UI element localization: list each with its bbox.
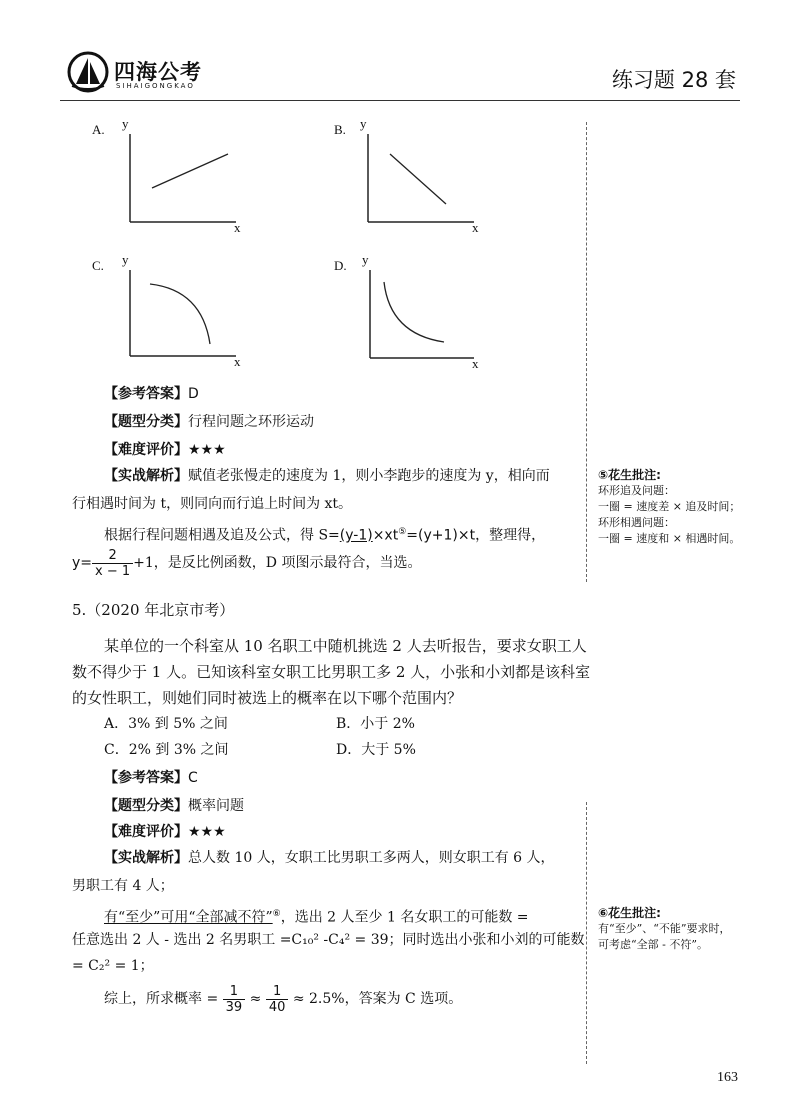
formula-rest: =(y+1)×t，整理得， bbox=[406, 527, 546, 544]
option-label: B. bbox=[334, 122, 346, 137]
analysis-label: 【实战解析】 bbox=[104, 850, 188, 866]
q5-stem-line-3: 的女性职工，则她们同时被选上的概率在以下哪个范围内？ bbox=[72, 689, 463, 707]
analysis-text: ，选出 2 人至少 1 名女职工的可能数 = bbox=[280, 909, 529, 926]
q5-stem-line-1: 某单位的一个科室从 10 名职工中随机挑选 2 人去听报告，要求女职工人 bbox=[104, 637, 587, 655]
type-value: 概率问题 bbox=[188, 798, 244, 814]
equation-y: y= bbox=[72, 555, 93, 571]
q5-heading: 5.（2020 年北京市考） bbox=[72, 601, 235, 619]
formula-mid: ×xt bbox=[372, 527, 399, 544]
graph-a bbox=[92, 118, 252, 238]
note-title: ⑤花生批注: bbox=[598, 468, 661, 482]
note-line: 环形相遇问题： bbox=[598, 516, 675, 529]
note-line: 环形追及问题： bbox=[598, 484, 675, 497]
q4-analysis-line-1 bbox=[104, 466, 550, 486]
note-title: ⑥花生批注: bbox=[598, 906, 661, 920]
q5-answer bbox=[104, 768, 198, 788]
q5-analysis-line-4: 任意选出 2 人 - 选出 2 名男职工 =C₁₀² -C₄² = 39；同时选出小张和小刘的可能数 bbox=[72, 932, 585, 948]
analysis-text: 总人数 10 人，女职工比男职工多两人，则女职工有 6 人， bbox=[188, 850, 555, 866]
answer-label: 【参考答案】 bbox=[104, 386, 188, 402]
probability-result: ≈ 2.5%，答案为 C 选项。 bbox=[292, 991, 463, 1007]
q5-type bbox=[104, 796, 244, 816]
answer-value: C bbox=[188, 770, 198, 786]
graph-c bbox=[92, 254, 252, 374]
difficulty-stars: ★★★ bbox=[188, 442, 226, 458]
option-label: D. bbox=[334, 258, 347, 273]
margin-rule bbox=[586, 122, 587, 582]
footnote-marker: ⑥ bbox=[272, 909, 281, 919]
graph-d bbox=[334, 254, 494, 374]
graph-c-plot bbox=[92, 254, 252, 374]
type-label: 【题型分类】 bbox=[104, 414, 188, 430]
x-axis-label: x bbox=[472, 356, 479, 371]
sailboat-logo-icon bbox=[66, 50, 110, 94]
graph-b-plot bbox=[334, 118, 494, 238]
analysis-label: 【实战解析】 bbox=[104, 468, 188, 484]
q5-stem-line-2: 数不得少于 1 人。已知该科室女职工比男职工多 2 人，小张和小刘都是该科室 bbox=[72, 663, 591, 681]
q5-option-c: C．2% 到 3% 之间 bbox=[104, 742, 229, 758]
answer-value: D bbox=[188, 386, 199, 402]
note-line: 有“至少”、“不能”要求时， bbox=[598, 922, 731, 935]
note-line: 一圈 = 速度差 × 追及时间； bbox=[598, 500, 741, 513]
q5-option-a: A．3% 到 5% 之间 bbox=[104, 716, 228, 732]
q4-analysis-line-2: 行相遇时间为 t，则同向而行追上时间为 xt。 bbox=[72, 496, 353, 512]
brand-pinyin: SIHAIGONGKAO bbox=[116, 82, 195, 90]
brand-logo bbox=[66, 48, 216, 96]
fraction bbox=[92, 548, 133, 579]
graph-a-plot bbox=[92, 118, 252, 238]
q4-difficulty bbox=[104, 440, 226, 460]
x-axis-label: x bbox=[234, 354, 241, 369]
approx-sign: ≈ bbox=[249, 991, 262, 1007]
q5-analysis-line-1 bbox=[104, 848, 555, 868]
graph-b bbox=[334, 118, 494, 238]
q5-option-b: B．小于 2% bbox=[336, 716, 415, 732]
fraction-denominator: x − 1 bbox=[95, 563, 131, 579]
fraction-denominator: 39 bbox=[225, 999, 243, 1015]
fraction-1-39 bbox=[223, 984, 246, 1015]
margin-note-6 bbox=[598, 904, 778, 953]
x-axis-label: x bbox=[234, 220, 241, 235]
equation-tail: +1，是反比例函数，D 项图示最符合，当选。 bbox=[133, 555, 422, 571]
fraction-numerator: 2 bbox=[92, 548, 133, 564]
y-axis-label: y bbox=[122, 116, 129, 131]
difficulty-label: 【难度评价】 bbox=[104, 824, 188, 840]
note-line: 一圈 = 速度和 × 相遇时间。 bbox=[598, 532, 741, 545]
formula-underlined: (y-1) bbox=[339, 527, 373, 544]
fraction-numerator: 1 bbox=[223, 984, 246, 1000]
q5-option-d: D．大于 5% bbox=[336, 742, 416, 758]
answer-label: 【参考答案】 bbox=[104, 770, 188, 786]
brand-name: 四海公考 bbox=[114, 60, 202, 84]
q5-analysis-line-3 bbox=[104, 904, 529, 928]
margin-rule bbox=[586, 802, 587, 1064]
probability-prefix: 综上，所求概率 = bbox=[104, 991, 219, 1007]
x-axis-label: x bbox=[472, 220, 479, 235]
option-label: A. bbox=[92, 122, 105, 137]
q4-analysis-line-3 bbox=[104, 522, 545, 546]
fraction-1-40 bbox=[266, 984, 289, 1015]
q4-type bbox=[104, 412, 314, 432]
underlined-tip: 有“至少”可用“全部减不符” bbox=[104, 909, 273, 926]
page-number: 163 bbox=[717, 1070, 738, 1085]
q5-analysis-line-2: 男职工有 4 人； bbox=[72, 878, 174, 894]
y-axis-label: y bbox=[122, 252, 129, 267]
graph-d-plot bbox=[334, 254, 494, 374]
footnote-marker: ⑤ bbox=[398, 527, 407, 537]
type-value: 行程问题之环形运动 bbox=[188, 414, 314, 430]
option-label: C. bbox=[92, 258, 104, 273]
difficulty-stars: ★★★ bbox=[188, 824, 226, 840]
set-title: 练习题 28 套 bbox=[611, 68, 736, 92]
q5-analysis-line-6 bbox=[104, 980, 462, 1018]
header-rule bbox=[60, 100, 740, 101]
note-line: 可考虑“全部 - 不符”。 bbox=[598, 938, 708, 951]
formula-prefix: 根据行程问题相遇及追及公式，得 S= bbox=[104, 527, 340, 544]
margin-note-5 bbox=[598, 466, 768, 547]
difficulty-label: 【难度评价】 bbox=[104, 442, 188, 458]
q4-analysis-line-4 bbox=[72, 546, 421, 580]
q5-analysis-line-5: = C₂² = 1； bbox=[72, 958, 154, 974]
fraction-numerator: 1 bbox=[266, 984, 289, 1000]
analysis-text: 赋值老张慢走的速度为 1，则小李跑步的速度为 y，相向而 bbox=[188, 468, 550, 484]
q4-answer bbox=[104, 384, 199, 404]
y-axis-label: y bbox=[360, 116, 367, 131]
q5-difficulty bbox=[104, 822, 226, 842]
fraction-denominator: 40 bbox=[268, 999, 286, 1015]
type-label: 【题型分类】 bbox=[104, 798, 188, 814]
y-axis-label: y bbox=[362, 252, 369, 267]
